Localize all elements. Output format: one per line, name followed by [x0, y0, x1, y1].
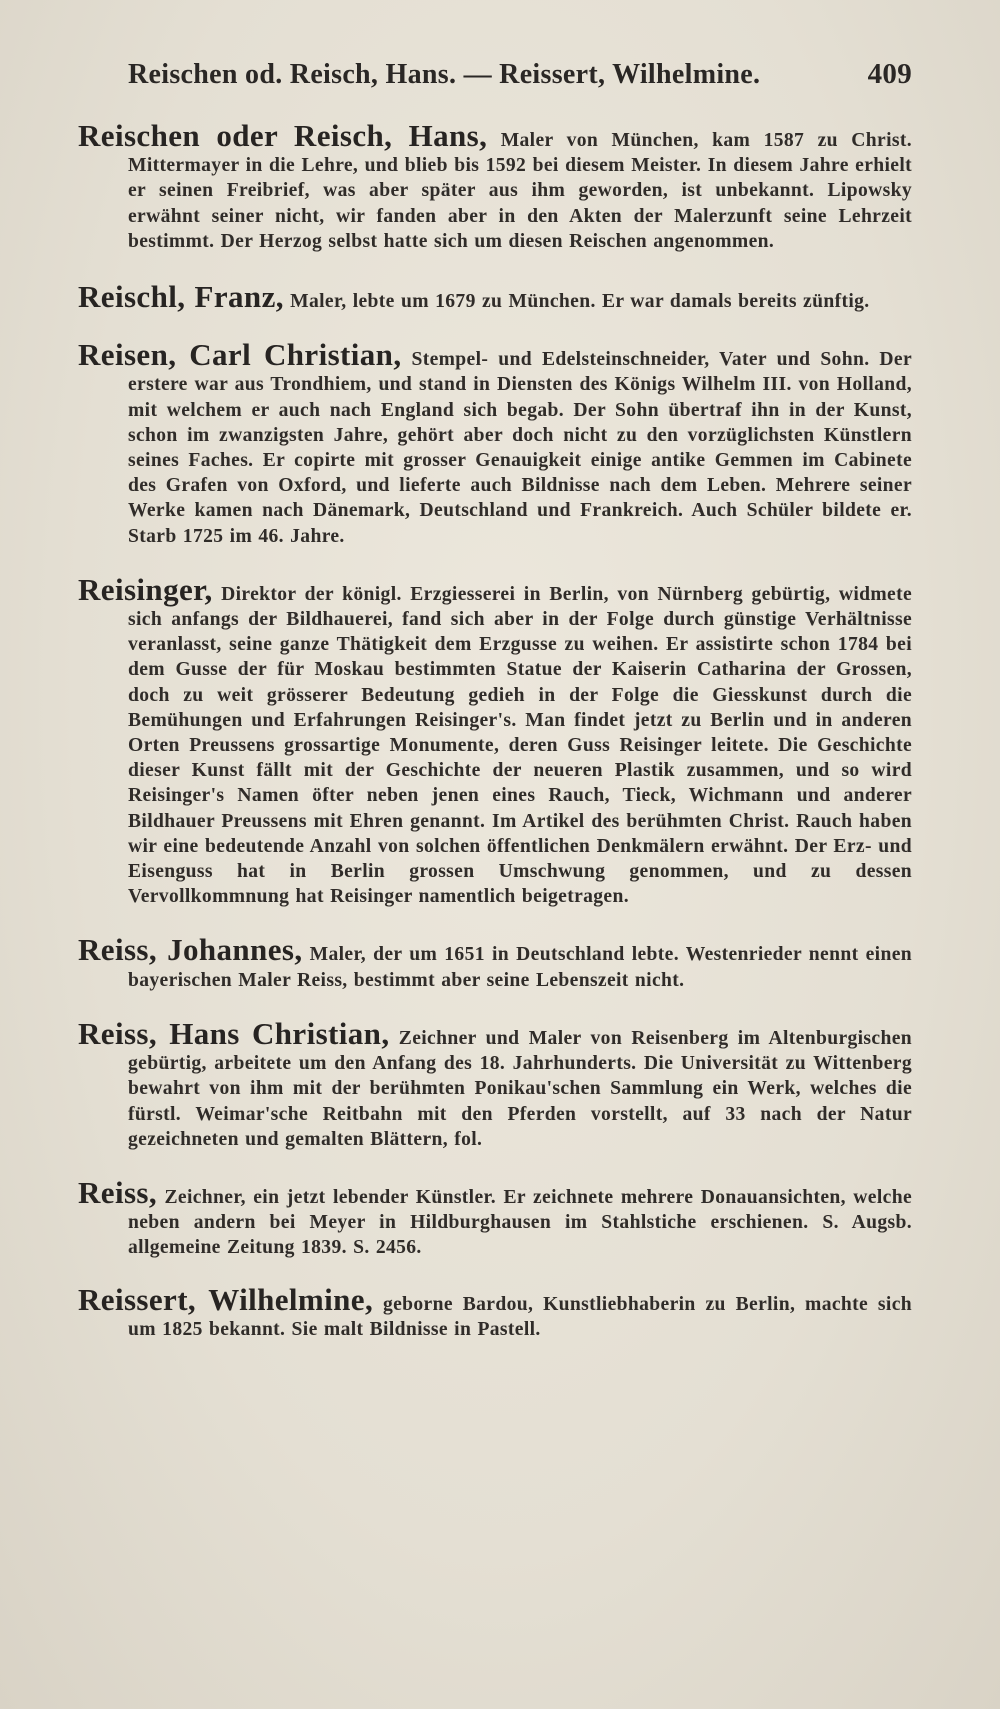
- entry-headword: Reisinger,: [78, 571, 213, 607]
- entry-text: Maler, lebte um 1679 zu München. Er war damals bereits zünftig.: [290, 291, 870, 313]
- entry-reissert: [78, 1281, 912, 1342]
- entry-reischen: [78, 118, 912, 254]
- page-number: 409: [867, 58, 912, 90]
- entry-headword: Reisen, Carl Christian,: [78, 337, 402, 373]
- entry-reiss: [78, 1174, 912, 1261]
- entry-reiss-hans-christian: [78, 1015, 912, 1152]
- entry-reischl: [78, 279, 912, 315]
- entry-text: Maler, der um 1651 in Deutschland lebte. Westenrieder nennt einen bayerischen Maler Reiss, bestimmt aber seine Lebenszeit nicht.: [128, 944, 912, 991]
- entry-text: Maler von München, kam 1587 zu Christ. Mittermayer in die Lehre, und blieb bis 1592 bei diesem Meister. In diesem Jahre erhielt er seinen Freibrief, was aber später aus ihm geworden, ist unbekannt. Lipowsky erwähnt seiner nicht, wir fanden aber in den Akten der Malerzunft seine Lehrzeit bestimmt. Der Herzog selbst hatte sich um diesen Reischen angenommen.: [128, 130, 912, 252]
- entry-text: Direktor der königl. Erzgiesserei in Berlin, von Nürnberg gebürtig, widmete sich anfangs der Bildhauerei, fand sich aber in der Folge durch günstige Verhältnisse veranlasst, seine ganze Thätigkeit dem Erzgusse zu weihen. Er assistirte schon 1784 bei dem Gusse der für Moskau bestimmten Statue der Kaiserin Catharina der Grossen, doch zu weit grösserer Bedeutung gedieh in der Folge die Giesskunst durch die Bemühungen und Erfahrungen Reisinger's. Man findet jetzt zu Berlin und in anderen Orten Preussens grossartige Monumente, deren Guss Reisinger leitete. Die Geschichte dieser Kunst fällt mit der Geschichte der neueren Plastik zusammen, und so wird Reisinger's Namen öfter neben jenen eines Rauch, Tieck, Wichmann und anderer Bildhauer Preussens mit Ehren genannt. Im Artikel des berühmten Christ. Rauch haben wir eine bedeutende Anzahl von solchen öffentlichen Denkmälern erwähnt. Der Erz- und Eisenguss hat in Berlin grossen Umschwung genommen, und zu dessen Vervollkommnung hat Reisinger namentlich beigetragen.: [128, 583, 912, 908]
- entry-text: Zeichner, ein jetzt lebender Künstler. Er zeichnete mehrere Donauansichten, welche neben andern bei Meyer in Hildburghausen im Stahlstiche erschienen. S. Augsb. allgemeine Zeitung 1839. S. 2456.: [128, 1186, 912, 1259]
- running-header: [78, 58, 912, 91]
- entry-headword: Reiss, Johannes,: [78, 932, 303, 968]
- entry-reiss-johannes: [78, 932, 912, 992]
- entry-reisinger: [78, 571, 912, 910]
- entry-text: geborne Bardou, Kunstliebhaberin zu Berlin, machte sich um 1825 bekannt. Sie malt Bildnisse in Pastell.: [128, 1293, 912, 1340]
- entry-headword: Reiss,: [78, 1174, 158, 1210]
- entry-headword: Reiss, Hans Christian,: [78, 1015, 390, 1051]
- entry-headword: Reissert, Wilhelmine,: [78, 1281, 374, 1317]
- entry-reisen: [78, 337, 913, 549]
- entry-headword: Reischl, Franz,: [78, 279, 284, 315]
- running-title: Reischen od. Reisch, Hans. — Reissert, Wilhelmine.: [128, 59, 761, 90]
- entry-text: Zeichner und Maler von Reisenberg im Altenburgischen gebürtig, arbeitete um den Anfang des 18. Jahrhunderts. Die Universität zu Wittenberg bewahrt von ihm mit der berühmten Ponikau'schen Sammlung ein Werk, welches die fürstl. Weimar'sche Reitbahn mit den Pferden vorstellt, auf 33 nach der Natur gezeichneten und gemalten Blättern, fol.: [128, 1027, 912, 1150]
- entry-headword: Reischen oder Reisch, Hans,: [78, 118, 488, 153]
- entry-text: Stempel- und Edelsteinschneider, Vater und Sohn. Der erstere war aus Trondhiem, und stand in Diensten des Königs Wilhelm III. von Holland, mit welchem er auch nach England sich begab. Der Sohn übertraf ihn in der Kunst, schon im zwanzigsten Jahre, gehört aber doch nicht zu den vorzüglichsten Künstlern seines Faches. Er copirte mit grosser Genauigkeit einige antike Gemmen im Cabinete des Grafen von Oxford, und lieferte auch Bildnisse nach dem Leben. Mehrere seiner Werke kamen nach Dänemark, Deutschland und Frankreich. Auch Schüler bildete er. Starb 1725 im 46. Jahre.: [128, 349, 913, 547]
